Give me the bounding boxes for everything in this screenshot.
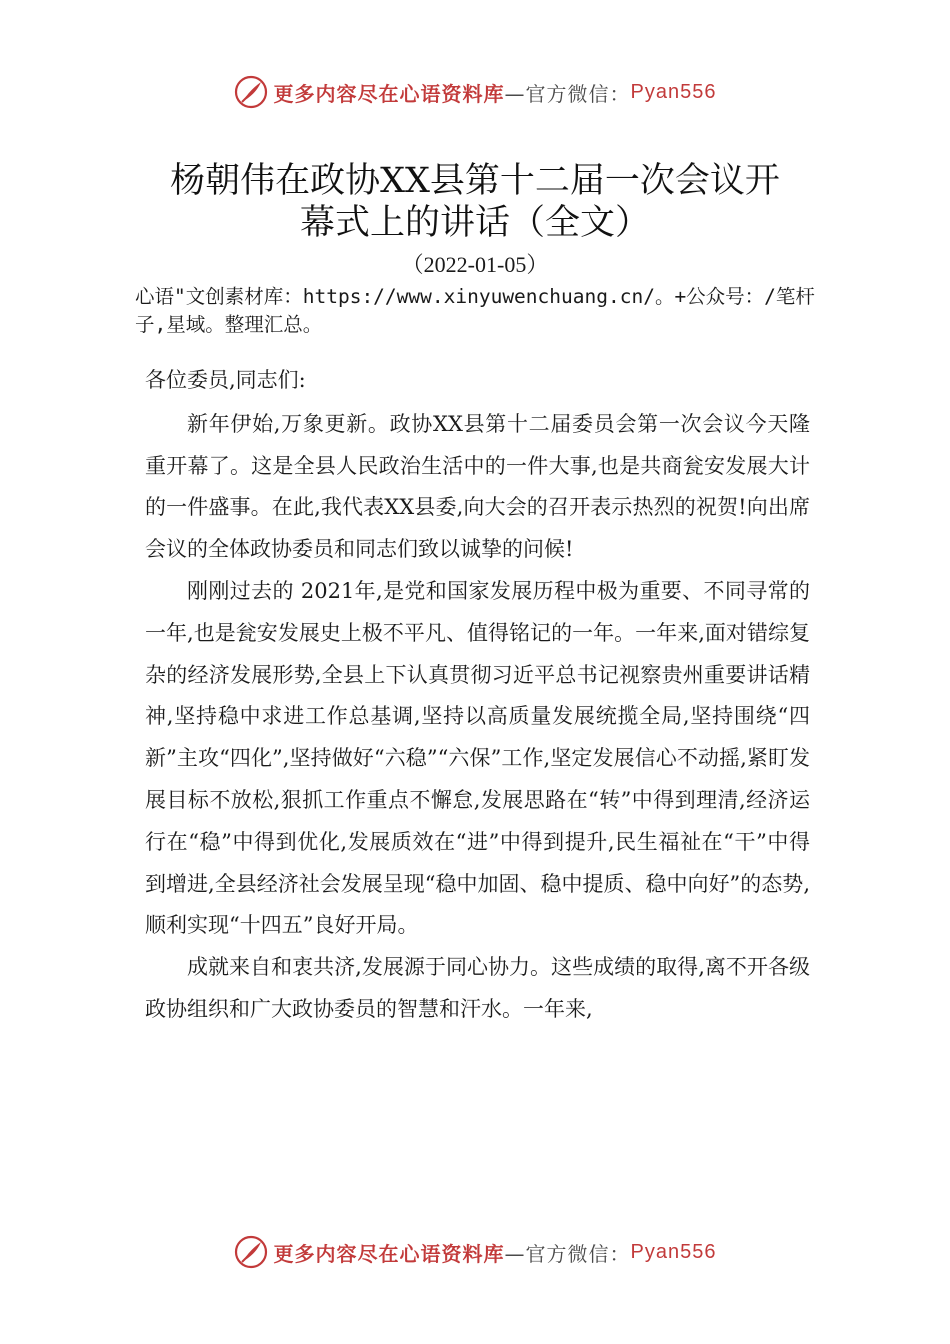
banner-slogan: 更多内容尽在心语资料库 — [273, 81, 505, 106]
footer-watermark-banner — [0, 1232, 950, 1272]
document-date: （2022-01-05） — [401, 252, 549, 277]
header-watermark-banner — [0, 72, 950, 112]
banner-wechat-label: —官方微信： — [504, 81, 631, 106]
feather-quill-logo-icon — [234, 1235, 268, 1269]
paragraph: 新年伊始,万象更新。政协XX县第十二届委员会第一次会议今天隆重开幕了。这是全县人民政治生活中的一件大事,也是共商瓮安发展大计的一件盛事。在此,我代表XX县委,向大会的召开表示热烈的祝贺!向出席会议的全体政协委员和同志们致以诚挚的问候! — [145, 411, 810, 562]
document-title — [140, 160, 810, 244]
banner-wechat-label: —官方微信： — [504, 1241, 631, 1266]
banner-wechat-id: Pyan556 — [630, 1240, 717, 1263]
banner-slogan: 更多内容尽在心语资料库 — [273, 1241, 505, 1266]
title-line-2: 幕式上的讲话（全文） — [299, 203, 650, 243]
paragraph: 成就来自和衷共济,发展源于同心协力。这些成绩的取得,离不开各级政协组织和广大政协委员的智慧和汗水。一年来, — [145, 955, 810, 1021]
paragraph: 刚刚过去的 2021年,是党和国家发展历程中极为重要、不同寻常的一年,也是瓮安发展史上极不平凡、值得铭记的一年。一年来,面对错综复杂的经济发展形势,全县上下认真贯彻习近平总书记视察贵州重要讲话精神,坚持稳中求进工作总基调,坚持以高质量发展统揽全局,坚持围绕“四新”主攻“四化”,坚持做好“六稳”“六保”工作,坚定发展信心不动摇,紧盯发展目标不放松,狠抓工作重点不懈怠,发展思路在“转”中得到理清,经济运行在“稳”中得到优化,发展质效在“进”中得到提升,民生福祉在“干”中得到增进,全县经济社会发展呈现“稳中加固、稳中提质、稳中向好”的态势,顺利实现“十四五”良好开局。 — [145, 578, 810, 938]
document-body — [145, 360, 810, 1031]
title-line-1: 杨朝伟在政协XX县第十二届一次会议开 — [170, 161, 780, 201]
source-note: 心语"文创素材库：https://www.xinyuwenchuang.cn/。+公众号：/笔杆子,星域。整理汇总。 — [135, 285, 815, 336]
salutation: 各位委员,同志们: — [145, 368, 306, 392]
feather-quill-logo-icon — [234, 75, 268, 109]
banner-wechat-id: Pyan556 — [630, 80, 717, 103]
